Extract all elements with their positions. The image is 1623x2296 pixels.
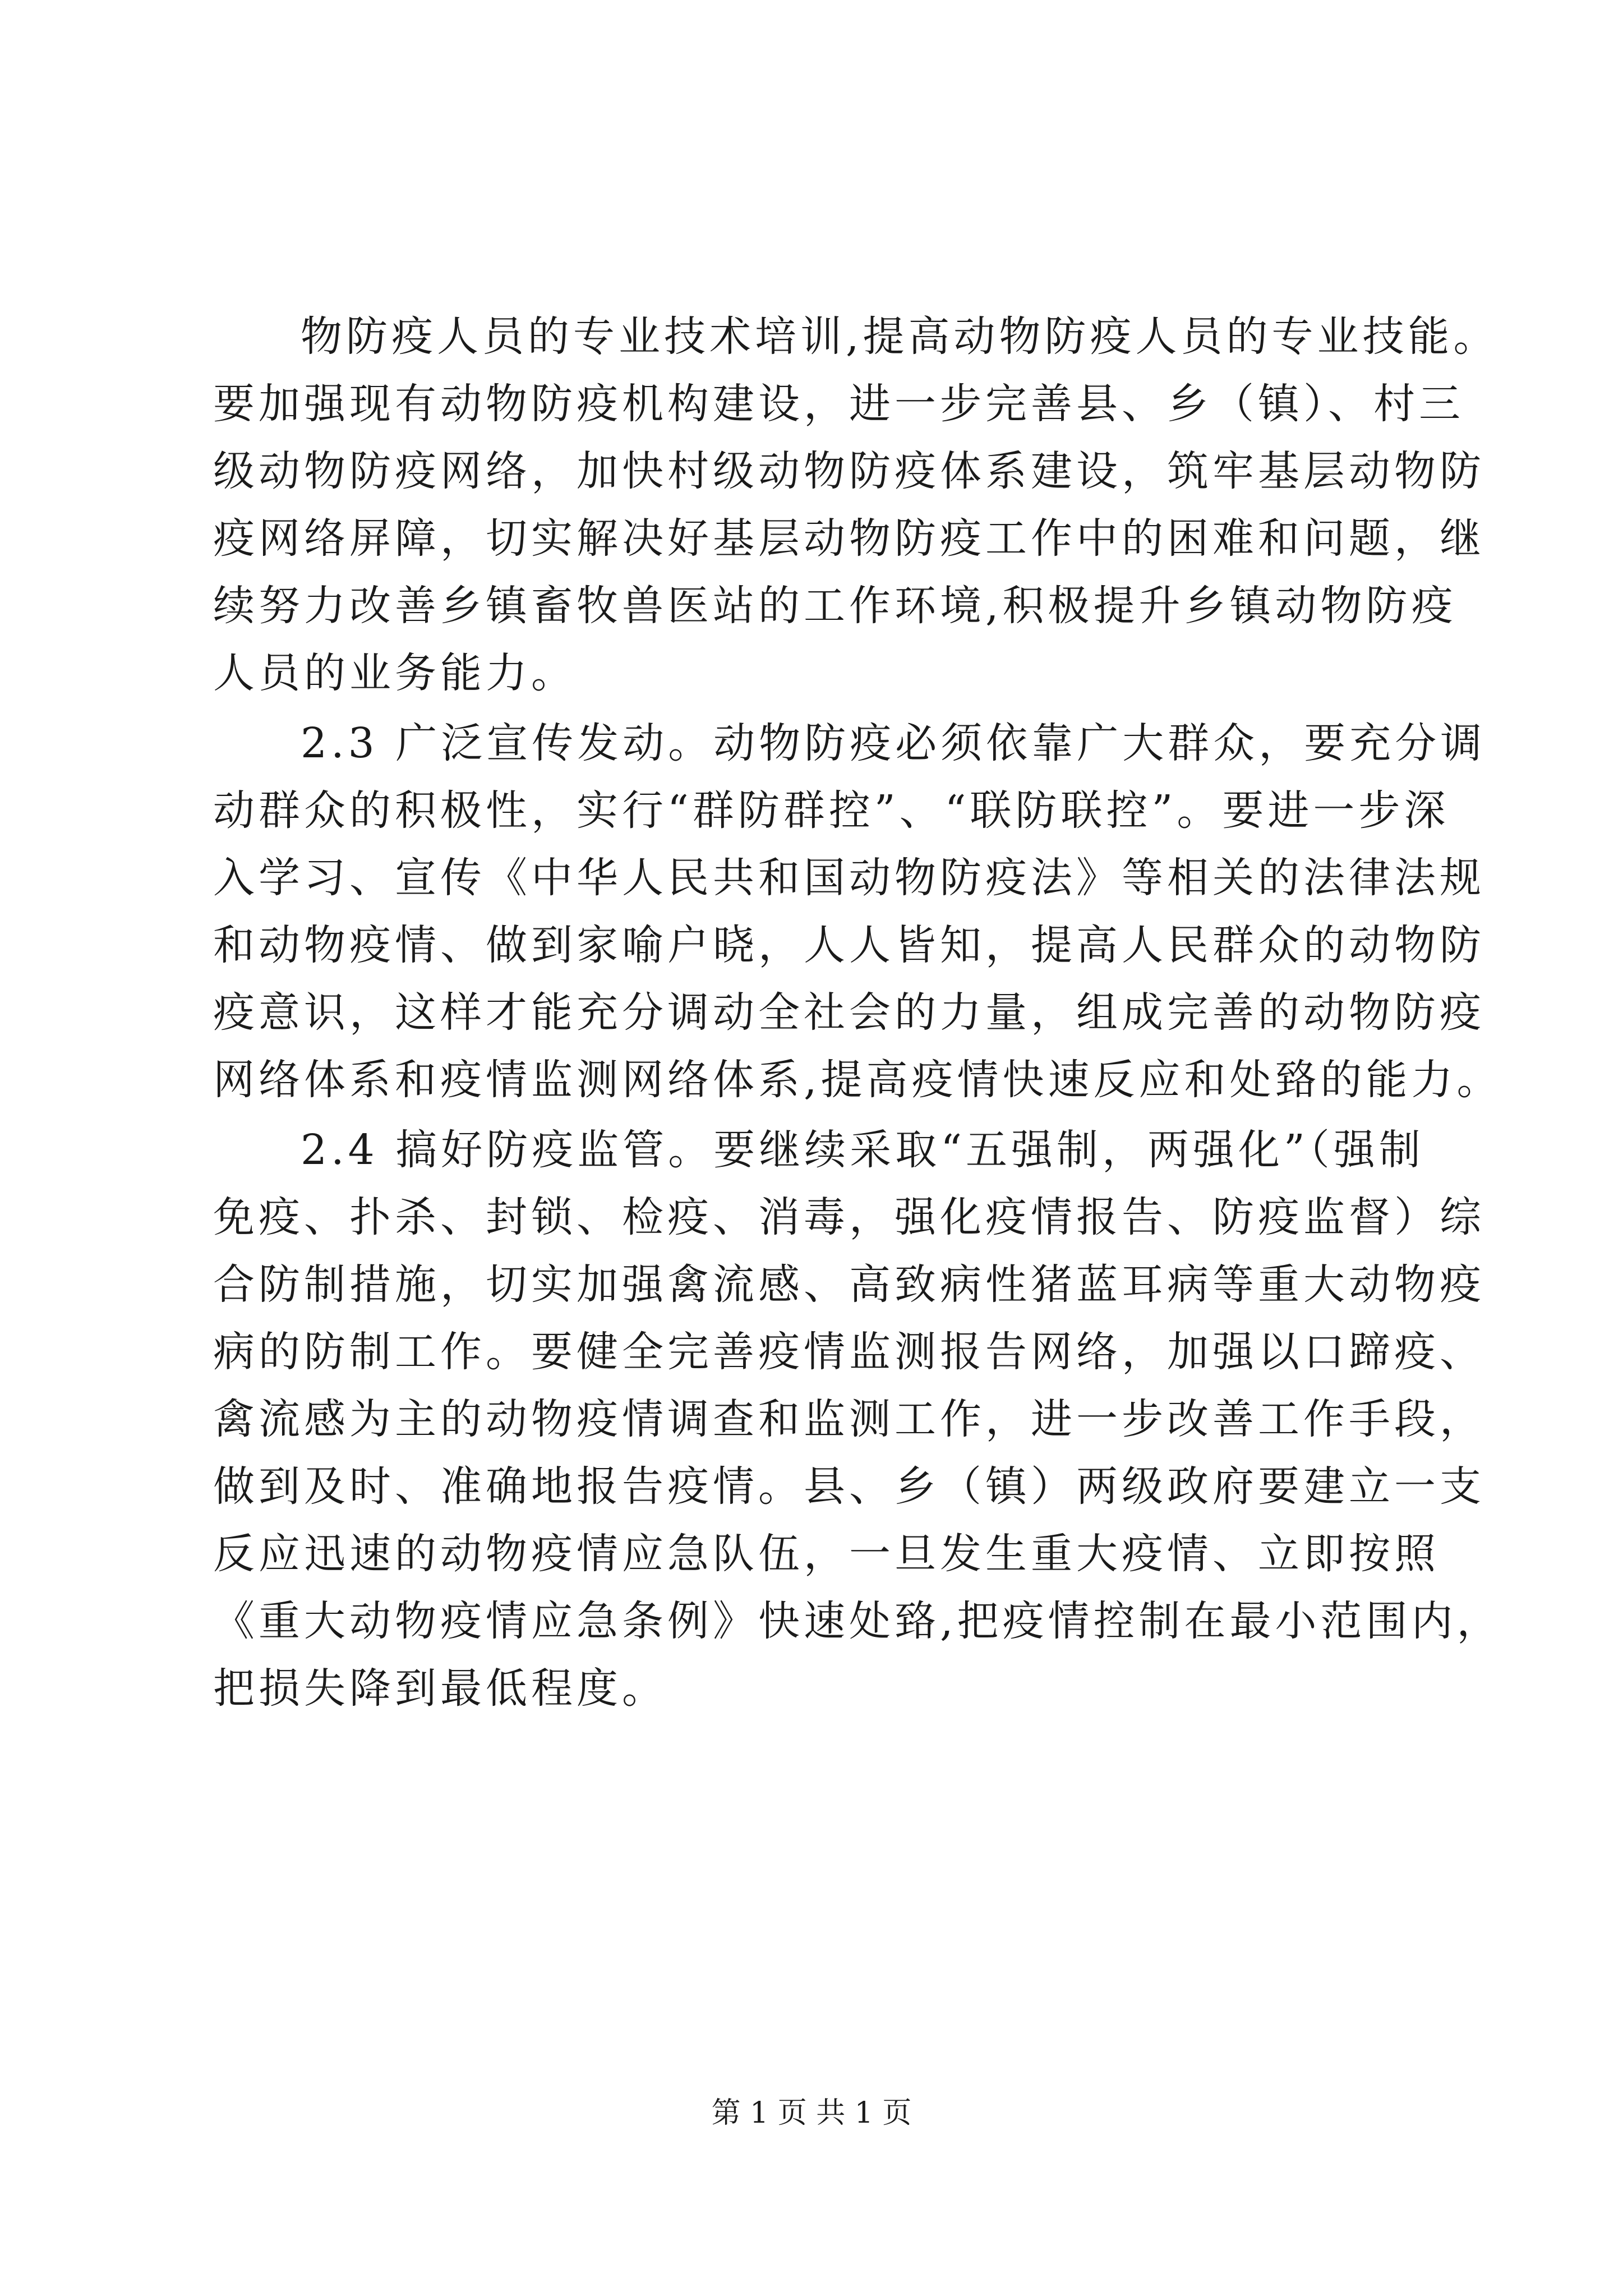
paragraph-line: 续努力改善乡镇畜牧兽医站的工作环境,积极提升乡镇动物防疫 xyxy=(213,582,1457,630)
paragraph-line: 合防制措施，切实加强禽流感、高致病性猪蓝耳病等重大动物疫 xyxy=(213,1260,1485,1309)
paragraph-line: 物防疫人员的专业技术培训,提高动物防疫人员的专业技能。 xyxy=(301,312,1499,361)
paragraph-line: 把损失降到最低程度。 xyxy=(213,1664,667,1713)
paragraph-line: 《重大动物疫情应急条例》快速处臵,把疫情控制在最小范围内， xyxy=(213,1597,1502,1645)
paragraph-line: 级动物防疫网络，加快村级动物防疫体系建设，筑牢基层动物防 xyxy=(213,447,1485,495)
paragraph-line: 反应迅速的动物疫情应急队伍，一旦发生重大疫情、立即按照 xyxy=(213,1530,1440,1578)
paragraph-line: 禽流感为主的动物疫情调查和监测工作，进一步改善工作手段， xyxy=(213,1395,1485,1443)
paragraph-line: 人员的业务能力。 xyxy=(213,649,577,697)
paragraph-line: 2.3 广泛宣传发动。动物防疫必须依靠广大群众，要充分调 xyxy=(301,719,1486,767)
paragraph-line: 网络体系和疫情监测网络体系,提高疫情快速反应和处臵的能力。 xyxy=(213,1056,1502,1104)
paragraph-line: 要加强现有动物防疫机构建设，进一步完善县、乡（镇）、村三 xyxy=(213,380,1464,428)
paragraph-line: 动群众的积极性，实行“群防群控”、“联防联控”。要进一步深 xyxy=(213,786,1450,835)
paragraph-line: 入学习、宣传《中华人民共和国动物防疫法》等相关的法律法规 xyxy=(213,854,1485,902)
paragraph-line: 疫网络屏障，切实解决好基层动物防疫工作中的困难和问题，继 xyxy=(213,514,1485,563)
paragraph-line: 疫意识，这样才能充分调动全社会的力量，组成完善的动物防疫 xyxy=(213,988,1485,1037)
page-footer: 第 1 页 共 1 页 xyxy=(711,2096,912,2130)
paragraph-line: 免疫、扑杀、封锁、检疫、消毒，强化疫情报告、防疫监督）综 xyxy=(213,1193,1485,1241)
paragraph-line: 病的防制工作。要健全完善疫情监测报告网络，加强以口蹄疫、 xyxy=(213,1328,1485,1376)
paragraph-line: 做到及时、准确地报告疫情。县、乡（镇）两级政府要建立一支 xyxy=(213,1462,1485,1511)
paragraph-line: 2.4 搞好防疫监管。要继续采取“五强制，两强化”（强制 xyxy=(301,1126,1424,1174)
paragraph-line: 和动物疫情、做到家喻户晓，人人皆知，提高人民群众的动物防 xyxy=(213,921,1485,969)
